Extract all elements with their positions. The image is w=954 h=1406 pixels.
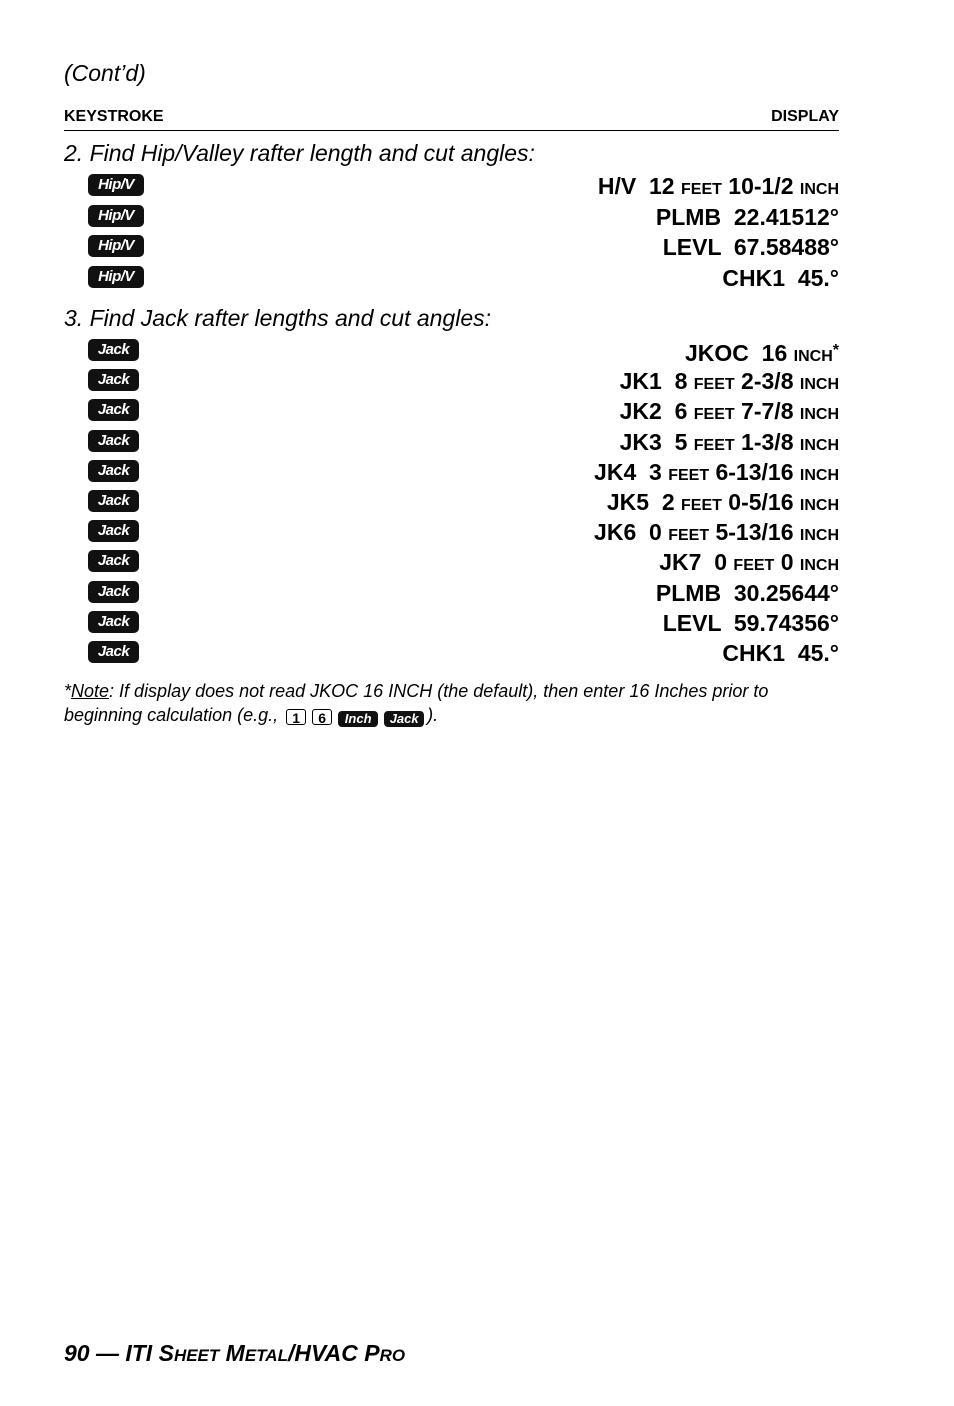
- display-p1: H/V 12: [597, 173, 681, 199]
- step-2-title: 2. Find Hip/Valley rafter length and cut angles:: [64, 140, 535, 166]
- display-p1: JK3 5: [619, 428, 694, 455]
- footer-page: 90 — ITI S: [64, 1340, 174, 1366]
- display-u2: INCH: [799, 181, 839, 198]
- hip-valley-key-icon: Hip/V: [88, 174, 144, 196]
- jack-key-icon: Jack: [88, 399, 139, 421]
- display-p1: JK1 8: [619, 368, 694, 395]
- jack-key-icon: Jack: [88, 339, 139, 361]
- note-asterisk: *: [64, 681, 72, 701]
- jack-key-icon: Jack: [88, 369, 139, 391]
- display-p1: LEVL 67.58488°: [662, 234, 839, 260]
- display-u2: INCH: [799, 527, 839, 545]
- display-p2: 0-5/16: [721, 489, 800, 515]
- keystroke-row: [64, 232, 839, 262]
- display-readout: [663, 608, 839, 638]
- display-column-label: DISPLAY: [771, 108, 839, 125]
- footer-h: /HVAC P: [287, 1340, 380, 1366]
- display-readout: [594, 517, 839, 551]
- keystroke-row: [64, 638, 839, 668]
- display-readout: [659, 547, 839, 581]
- footer-sc-2: ETAL: [244, 1346, 288, 1365]
- jack-key-icon: Jack: [88, 490, 139, 512]
- display-p2: 10-1/2: [721, 173, 800, 199]
- display-u1: FEET: [693, 436, 735, 454]
- display-u1: FEET: [693, 406, 735, 424]
- hip-valley-key-icon: Hip/V: [88, 235, 144, 257]
- display-p2: 6-13/16: [709, 458, 800, 485]
- keystroke-row: [64, 608, 839, 638]
- keystroke-row: [64, 366, 839, 396]
- display-u2: INCH: [799, 436, 839, 454]
- display-readout: [722, 638, 839, 668]
- display-p1: PLMB 30.25644°: [655, 579, 839, 606]
- keystroke-column-label: KEYSTROKE: [64, 108, 164, 125]
- key-1-icon: 1: [286, 709, 306, 725]
- display-p1: JKOC 16: [685, 340, 794, 366]
- display-p2: 1-3/8: [734, 428, 800, 455]
- display-p1: CHK1 45.°: [722, 264, 839, 291]
- keystroke-row: [64, 396, 839, 426]
- step-3-title: 3. Find Jack rafter lengths and cut angles:: [64, 305, 492, 331]
- key-6-icon: 6: [312, 709, 332, 725]
- keystroke-row: [64, 263, 839, 293]
- keystroke-row: [64, 202, 839, 232]
- note-end: ).: [427, 705, 439, 725]
- keystroke-row: [64, 171, 839, 201]
- inch-key-icon: Inch: [338, 711, 378, 727]
- keystroke-row: [64, 427, 839, 457]
- page-footer: [64, 1340, 405, 1367]
- jack-key-icon: Jack: [88, 520, 139, 542]
- display-readout: [598, 171, 839, 205]
- display-readout: [607, 487, 839, 521]
- display-p1: CHK1 45.°: [722, 640, 839, 666]
- display-readout: [620, 396, 839, 430]
- display-u1: FEET: [681, 181, 722, 198]
- display-p2: 2-3/8: [734, 368, 800, 395]
- jack-key-icon: Jack: [88, 581, 139, 603]
- display-u1: FEET: [668, 527, 710, 545]
- footnote: [64, 679, 844, 727]
- display-readout: [594, 457, 839, 491]
- display-p1: JK6 0: [594, 519, 669, 546]
- display-p2: 7-7/8: [734, 398, 800, 425]
- display-u1: INCH: [793, 348, 833, 365]
- display-readout: [656, 202, 839, 232]
- keystroke-row: [64, 517, 839, 547]
- keystroke-row: [64, 487, 839, 517]
- jack-key-icon: Jack: [88, 460, 139, 482]
- display-u1: FEET: [693, 376, 735, 394]
- note-text: : If display does not read JKOC 16 INCH (the default), then enter 16 Inches prior to beginning calculation (e.g.,: [64, 681, 769, 725]
- jack-key-icon: Jack: [88, 641, 139, 663]
- display-u2: INCH: [799, 497, 839, 514]
- keystroke-row: [64, 457, 839, 487]
- display-readout: [722, 263, 839, 293]
- display-s: *: [832, 342, 839, 359]
- display-u1: FEET: [733, 557, 775, 575]
- continued-label: (Cont’d): [64, 60, 146, 86]
- display-u2: INCH: [799, 376, 839, 394]
- display-u2: INCH: [799, 406, 839, 424]
- display-readout: [656, 578, 839, 608]
- display-readout: [620, 366, 839, 400]
- jack-key-icon: Jack: [88, 611, 139, 633]
- jack-key-icon: Jack: [384, 711, 424, 727]
- hip-valley-key-icon: Hip/V: [88, 205, 144, 227]
- keystroke-row: [64, 547, 839, 577]
- display-u1: FEET: [668, 466, 710, 484]
- display-p1: PLMB 22.41512°: [655, 203, 839, 230]
- display-p1: LEVL 59.74356°: [662, 609, 839, 636]
- column-header: [64, 108, 839, 131]
- display-p1: JK5 2: [606, 489, 681, 515]
- display-p2: 5-13/16: [709, 519, 800, 546]
- display-p1: JK2 6: [619, 398, 694, 425]
- note-label: Note: [71, 681, 110, 701]
- display-u2: INCH: [799, 466, 839, 484]
- display-u1: FEET: [681, 497, 722, 514]
- display-p1: JK4 3: [594, 458, 669, 485]
- hip-valley-key-icon: Hip/V: [88, 266, 144, 288]
- keystroke-row: [64, 336, 839, 366]
- jack-key-icon: Jack: [88, 430, 139, 452]
- display-p1: JK7 0: [659, 549, 734, 576]
- display-p2: 0: [774, 549, 800, 576]
- display-readout: [663, 232, 839, 262]
- footer-sc-1: HEET: [173, 1346, 220, 1365]
- display-readout: [620, 427, 839, 461]
- keystroke-row: [64, 578, 839, 608]
- footer-m: M: [219, 1340, 245, 1366]
- display-u2: INCH: [799, 557, 839, 575]
- jack-key-icon: Jack: [88, 550, 139, 572]
- footer-sc-3: RO: [379, 1346, 406, 1365]
